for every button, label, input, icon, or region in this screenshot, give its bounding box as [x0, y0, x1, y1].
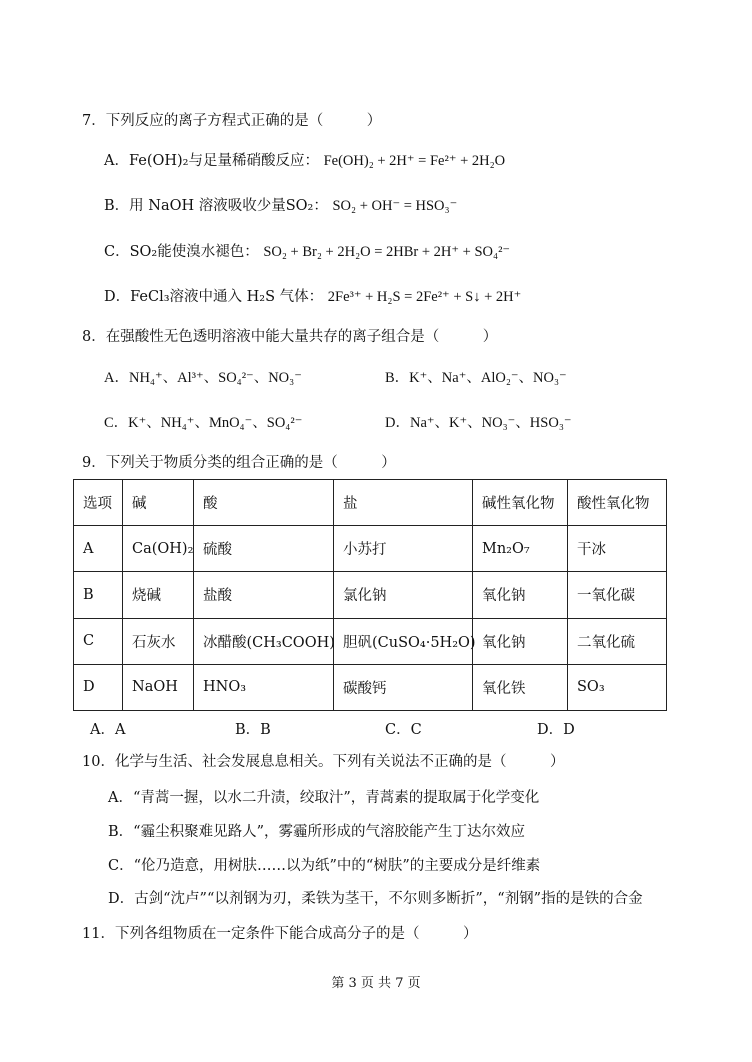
- q11-stem: 11．下列各组物质在一定条件下能合成高分子的是（ ）: [82, 926, 478, 942]
- q7-option-b-label: B．用 NaOH 溶液吸收少量SO₂：: [104, 198, 328, 214]
- table-cell: 碳酸钙: [334, 664, 473, 710]
- page-footer: 第 3 页 共 7 页: [331, 976, 421, 991]
- table-cell: 冰醋酸(CH₃COOH): [194, 618, 334, 664]
- table-cell: 胆矾(CuSO₄·5H₂O): [334, 618, 473, 664]
- table-cell: 干冰: [568, 526, 667, 572]
- q9-stem: 9．下列关于物质分类的组合正确的是（ ）: [82, 455, 396, 471]
- table-cell: 氧化钠: [473, 572, 568, 618]
- q7-option-c: [104, 242, 510, 262]
- table-cell: 硫酸: [194, 526, 334, 572]
- q8-stem: 8．在强酸性无色透明溶液中能大量共存的离子组合是（ ）: [82, 329, 498, 345]
- q8-option-b: B．K⁺、Na⁺、AlO₂⁻、NO₃⁻: [385, 370, 567, 386]
- q9-option-c: C．C: [385, 722, 422, 738]
- q9-option-a: A．A: [90, 722, 126, 738]
- table-cell: 石灰水: [123, 618, 194, 664]
- header-basic-oxide: 碱性氧化物: [473, 480, 568, 526]
- table-cell: D: [74, 664, 123, 710]
- q8-option-d: D．Na⁺、K⁺、NO₃⁻、HSO₃⁻: [385, 415, 572, 431]
- table-cell: NaOH: [123, 664, 194, 710]
- table-cell: HNO₃: [194, 664, 334, 710]
- table-cell: 一氧化碳: [568, 572, 667, 618]
- table-cell: Mn₂O₇: [473, 526, 568, 572]
- table-cell: 氧化铁: [473, 664, 568, 710]
- header-salt: 盐: [334, 480, 473, 526]
- header-acid: 酸: [194, 480, 334, 526]
- table-cell: C: [74, 618, 123, 664]
- q7-option-c-equation: SO₂ + Br₂ + 2H₂O = 2HBr + 2H⁺ + SO₄²⁻: [263, 244, 511, 260]
- table-cell: A: [74, 526, 123, 572]
- header-acidic-oxide: 酸性氧化物: [568, 480, 667, 526]
- q7-option-a: [104, 151, 505, 171]
- table-row: [74, 664, 667, 710]
- q10-option-d: D．古剑“沈卢”“以剂钢为刃，柔铁为茎干，不尔则多断折”，“剂钢”指的是铁的合金: [108, 891, 643, 907]
- classification-table: [73, 479, 667, 711]
- q10-option-a: A．“青蒿一握，以水二升渍，绞取汁”，青蒿素的提取属于化学变化: [108, 790, 540, 806]
- q7-option-d-equation: 2Fe³⁺ + H₂S = 2Fe²⁺ + S↓ + 2H⁺: [327, 289, 522, 305]
- table-header-row: [74, 480, 667, 526]
- q7-stem: 7．下列反应的离子方程式正确的是（ ）: [82, 113, 382, 129]
- q7-option-d-label: D．FeCl₃溶液中通入 H₂S 气体：: [104, 289, 324, 305]
- q10-option-c: C．“伦乃造意，用树肤……以为纸”中的“树肤”的主要成分是纤维素: [108, 858, 541, 874]
- header-option: 选项: [74, 480, 123, 526]
- table-cell: 二氧化硫: [568, 618, 667, 664]
- q7-option-a-equation: Fe(OH)₂ + 2H⁺ = Fe²⁺ + 2H₂O: [323, 153, 506, 169]
- table-row: [74, 572, 667, 618]
- table-cell: 氯化钠: [334, 572, 473, 618]
- header-base: 碱: [123, 480, 194, 526]
- q8-option-a: A．NH₄⁺、Al³⁺、SO₄²⁻、NO₃⁻: [104, 370, 302, 386]
- q7-option-b-equation: SO₂ + OH⁻ = HSO₃⁻: [332, 198, 458, 214]
- table-cell: 烧碱: [123, 572, 194, 618]
- table-row: [74, 526, 667, 572]
- q9-option-b: B．B: [235, 722, 271, 738]
- q10-option-b: B．“霾尘积聚难见路人”，雾霾所形成的气溶胶能产生丁达尔效应: [108, 824, 525, 840]
- q7-option-c-label: C．SO₂能使溴水褪色：: [104, 244, 259, 260]
- table-cell: Ca(OH)₂: [123, 526, 194, 572]
- q9-option-d: D．D: [537, 722, 575, 738]
- q10-stem: 10．化学与生活、社会发展息息相关。下列有关说法不正确的是（ ）: [82, 754, 565, 770]
- table-cell: 氧化钠: [473, 618, 568, 664]
- table-cell: B: [74, 572, 123, 618]
- table-row: [74, 618, 667, 664]
- table-cell: 盐酸: [194, 572, 334, 618]
- q7-option-b: [104, 196, 457, 216]
- table-cell: SO₃: [568, 664, 667, 710]
- q7-option-d: [104, 287, 521, 307]
- q8-option-c: C．K⁺、NH₄⁺、MnO₄⁻、SO₄²⁻: [104, 415, 303, 431]
- table-cell: 小苏打: [334, 526, 473, 572]
- q7-option-a-label: A．Fe(OH)₂与足量稀硝酸反应：: [104, 153, 319, 169]
